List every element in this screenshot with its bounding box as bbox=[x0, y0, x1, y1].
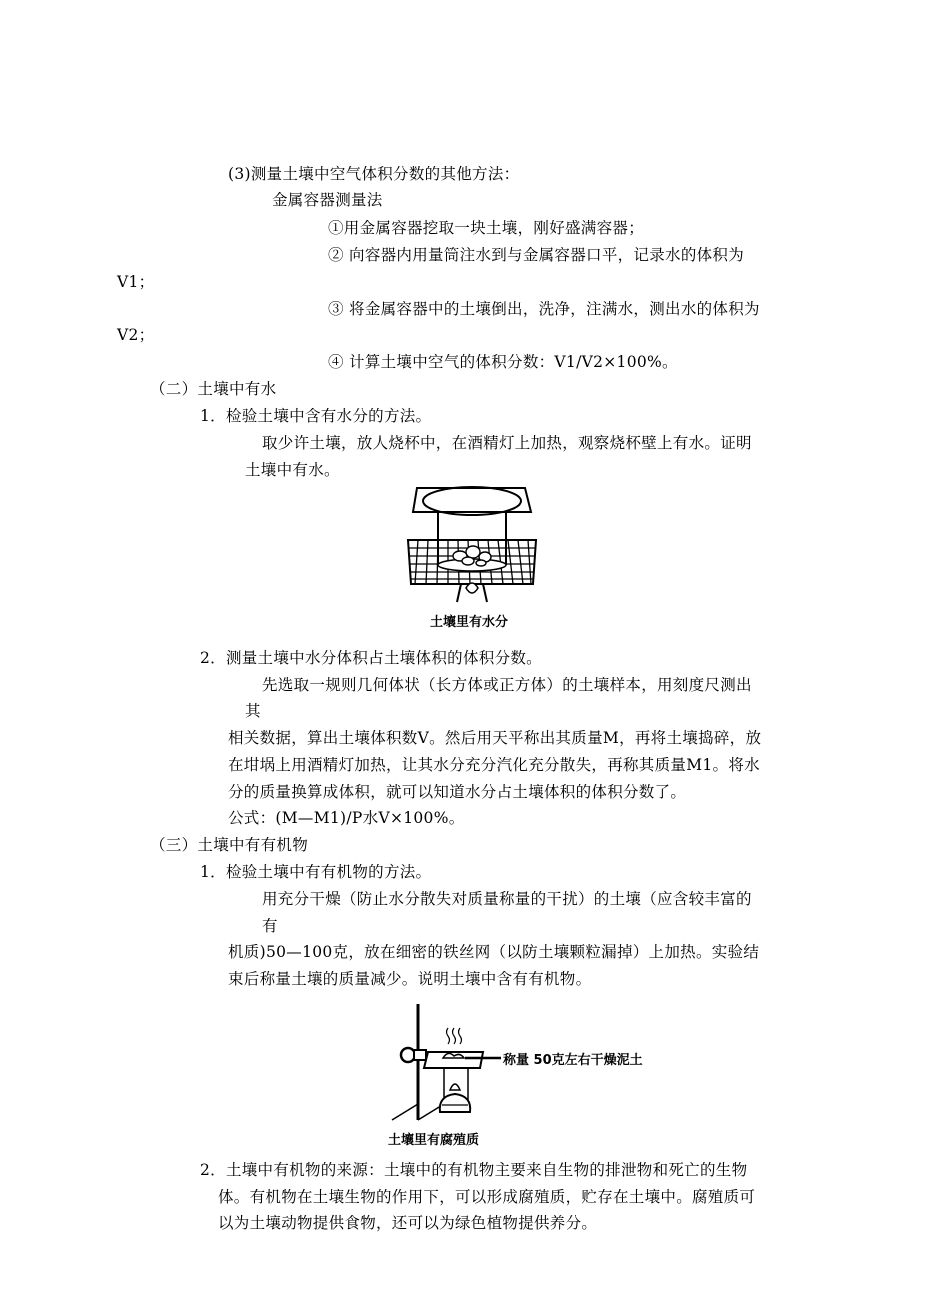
step-2: ② 向容器内用量筒注水到与金属容器口平，记录水的体积为 bbox=[328, 246, 745, 264]
section3-item2-line3: 以为土壤动物提供食物，还可以为绿色植物提供养分。 bbox=[218, 1214, 598, 1232]
step-3-cont: V2； bbox=[117, 326, 155, 344]
step-3: ③ 将金属容器中的土壤倒出，洗净，注满水，测出水的体积为 bbox=[328, 300, 760, 318]
section3-item1: 1．检验土壤中有有机物的方法。 bbox=[200, 863, 432, 881]
formula: 公式：(M—M1)/Ρ水V×100%。 bbox=[228, 809, 465, 827]
label-pointer-arrow bbox=[465, 1052, 505, 1064]
step-2-cont: V1； bbox=[117, 273, 155, 291]
section2-item2-text: 先选取一规则几何体状（长方体或正方体）的土壤样本，用刻度尺测出 bbox=[262, 676, 752, 694]
step-1: ①用金属容器挖取一块土壤，刚好盛满容器； bbox=[328, 219, 645, 237]
figure1-caption: 土壤里有水分 bbox=[430, 615, 509, 630]
figure2-label: 称量 50克左右干燥泥土 bbox=[503, 1053, 643, 1068]
section2-item2-line4: 在坩埚上用酒精灯加热，让其水分充分汽化充分散失，再称其质量M1。将水 bbox=[228, 756, 760, 774]
section3-item1-line3: 机质)50—100克，放在细密的铁丝网（以防土壤颗粒漏掉）上加热。实验结 bbox=[228, 943, 760, 961]
section2-item2-line5: 分的质量换算成体积，就可以知道水分占土壤体积的体积分数了。 bbox=[228, 783, 687, 801]
section3-heading: (3)测量土壤中空气体积分数的其他方法： bbox=[228, 165, 520, 183]
figure2-caption: 土壤里有腐殖质 bbox=[388, 1133, 480, 1148]
section3-item2: 2．土壤中有机物的来源：土壤中的有机物主要来自生物的排泄物和死亡的生物 bbox=[200, 1161, 748, 1179]
section3-item1-text: 用充分干燥（防止水分散失对质量称量的干扰）的土壤（应含较丰富的 bbox=[262, 890, 752, 908]
section2-item1: 1．检验土壤中含有水分的方法。 bbox=[200, 407, 432, 425]
section3-item2-line2: 体。有机物在土壤生物的作用下，可以形成腐殖质，贮存在土壤中。腐殖质可 bbox=[218, 1188, 756, 1206]
beaker-heating-figure bbox=[405, 480, 540, 605]
section2-item1-text: 取少许土壤，放人烧杯中，在酒精灯上加热，观察烧杯壁上有水。证明 bbox=[262, 434, 752, 452]
section2-item2: 2．测量土壤中水分体积占土壤体积的体积分数。 bbox=[200, 649, 542, 667]
method-title: 金属容器测量法 bbox=[272, 191, 383, 209]
section3-item1-line4: 束后称量土壤的质量减少。说明土壤中含有有机物。 bbox=[228, 970, 592, 988]
section2-item2-line3: 相关数据，算出土壤体积数V。然后用天平称出其质量M，再将土壤捣碎，放 bbox=[228, 729, 762, 747]
section2-item2-text-cont: 其 bbox=[245, 702, 261, 720]
section3-item1-text-cont: 有 bbox=[262, 917, 278, 935]
section2-heading: （二）土壤中有水 bbox=[150, 380, 277, 398]
section2-item1-text-cont: 土壤中有水。 bbox=[245, 461, 340, 479]
section3-heading-organic: （三）土壤中有有机物 bbox=[150, 836, 309, 854]
step-4: ④ 计算土壤中空气的体积分数：V1/V2×100%。 bbox=[328, 353, 678, 371]
